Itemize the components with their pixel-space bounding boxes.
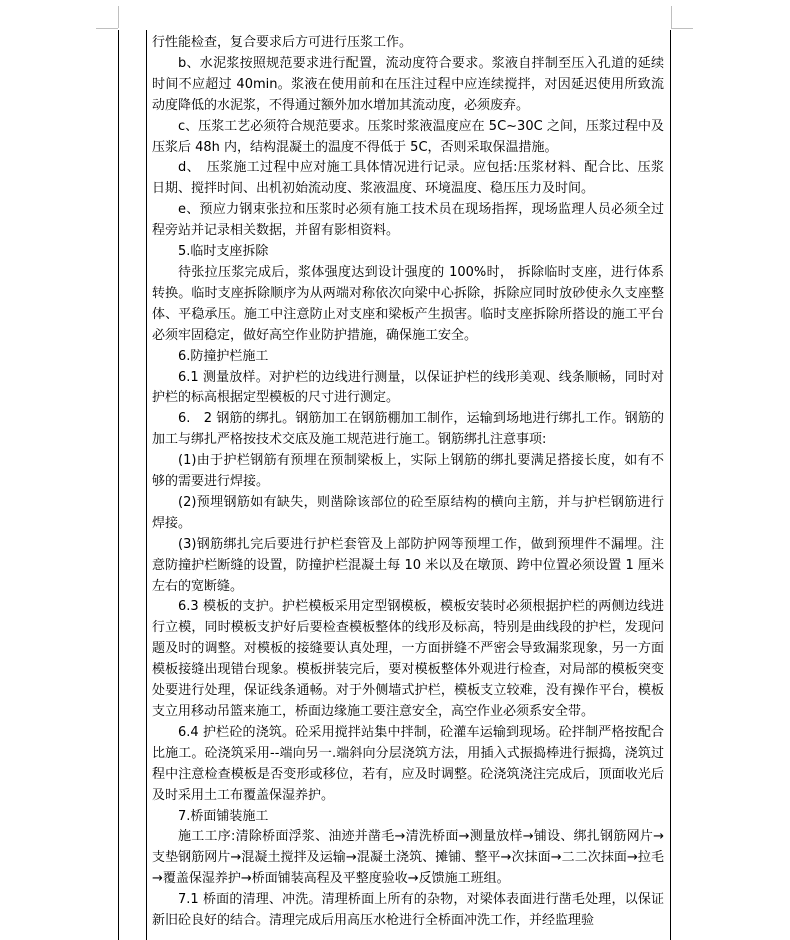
section-heading: 7.桥面铺装施工	[178, 808, 269, 824]
paragraph: (3)钢筋绑扎完后要进行护栏套管及上部防护网等预埋工作，做到预埋件不漏埋。注意防撞护栏断缝的设置，防撞护栏混凝土每 10 米以及在墩顶、跨中位置必须设置 1 厘米左右的宽断缝。	[152, 536, 664, 594]
paragraph: 施工工序:清除桥面浮浆、油迹并凿毛→清洗桥面→测量放样→铺设、绑扎钢筋网片→支垫钢筋网片→混凝土搅拌及运输→混凝土浇筑、摊铺、整平→次抹面→二二次抹面→拉毛→覆盖保湿养护→桥面铺装高程及平整度验收→反馈施工班组。	[152, 829, 664, 887]
margin-corner-mark-right	[671, 6, 672, 28]
margin-corner-mark-left	[118, 6, 119, 28]
paragraph: 7.1 桥面的清理、冲洗。清理桥面上所有的杂物，对梁体表面进行凿毛处理，以保证新旧砼良好的结合。清理完成后用高压水枪进行全桥面冲洗工作，并经监理验	[152, 892, 664, 929]
paragraph: (1)由于护栏钢筋有预埋在预制梁板上，实际上钢筋的绑扎要满足搭接长度，如有不够的需要进行焊接。	[152, 453, 664, 490]
paragraph: 6.4 护栏砼的浇筑。砼采用搅拌站集中拌制，砼灌车运输到现场。砼拌制严格按配合比施工。砼浇筑采用--端向另一.端斜向分层浇筑方法，用插入式振捣棒进行振捣，浇筑过程中注意检查模板是否变形或移位，若有，应及时调整。砼浇筑浇注完成后，顶面收光后及时采用土工布覆盖保湿养护。	[152, 724, 664, 803]
margin-corner-mark-left-h	[96, 28, 118, 29]
paragraph: 行性能检查，复合要求后方可进行压浆工作。	[152, 35, 413, 50]
margin-corner-mark-right-h	[671, 28, 693, 29]
paragraph: c、压浆工艺必须符合规范要求。压浆时浆液温度应在 5C~30C 之间，压浆过程中及压浆后 48h 内，结构混凝土的温度不得低于 5C，否则采取保温措施。	[152, 118, 664, 155]
page-left-margin	[0, 0, 118, 940]
paragraph: 6. 2 钢筋的绑扎。钢筋加工在钢筋棚加工制作，运输到场地进行绑扎工作。钢筋的加工与绑扎严格按技术交底及施工规范进行施工。钢筋绑扎注意事项:	[152, 411, 664, 448]
paragraph: 6.1 测量放样。对护栏的边线进行测量，以保证护栏的线形美观、线条顺畅，同时对护栏的标高根据定型模板的尺寸进行测定。	[152, 369, 664, 406]
section-heading: 6.防撞护栏施工	[178, 348, 269, 364]
paragraph: d、 压浆施工过程中应对施工具体情况进行记录。应包括:压浆材料、配合比、压浆日期、搅拌时间、出机初始流动度、浆液温度、环境温度、稳压压力及时间。	[152, 160, 664, 197]
paragraph: e、预应力钢束张拉和压浆时必须有施工技术员在现场指挥，现场监理人员必须全过程旁站并记录相关数据，并留有影相资料。	[152, 202, 664, 239]
paragraph: 待张拉压浆完成后，浆体强度达到设计强度的 100%时， 拆除临时支座，进行体系转换。临时支座拆除顺序为从两端对称依次向梁中心拆除，拆除应同时放砂使永久支座整体、平稳承压。施工中注意防止对支座和梁板产生损害。临时支座拆除所搭设的施工平台必须牢固稳定，做好高空作业防护措施，确保施工安全。	[152, 264, 664, 343]
paragraph: 6.3 模板的支护。护栏模板采用定型钢模板，模板安装时必须根据护栏的两侧边线进行立模，同时模板支护好后要检查模板整体的线形及标高，特别是曲线段的护栏，发现问题及时的调整。对模板的接缝要认真处理，一方面拼缝不严密会导致漏浆现象，另一方面模板接缝出现错台现象。模板拼装完后，要对模板整体外观进行检查，对局部的模板突变处要进行处理，保证线条通畅。对于外侧墙式护栏，模板支立较难，没有操作平台，模板支立用移动吊篮来施工，桥面边缘施工要注意安全，高空作业必须系安全带。	[152, 599, 664, 719]
paragraph: b、水泥浆按照规范要求进行配置，流动度符合要求。浆液自拌制至压入孔道的延续时间不应超过 40min。浆液在使用前和在压注过程中应连续搅拌，对因延迟使用所致流动度降低的水泥浆，不得通过额外加水增加其流动度，必须废弃。	[152, 55, 664, 113]
table-column-divider	[146, 30, 147, 940]
section-heading: 5.临时支座拆除	[178, 244, 269, 260]
document-body	[152, 33, 664, 932]
paragraph: (2)预埋钢筋如有缺失，则凿除该部位的砼至原结构的横向主筋，并与护栏钢筋进行焊接。	[152, 494, 664, 531]
